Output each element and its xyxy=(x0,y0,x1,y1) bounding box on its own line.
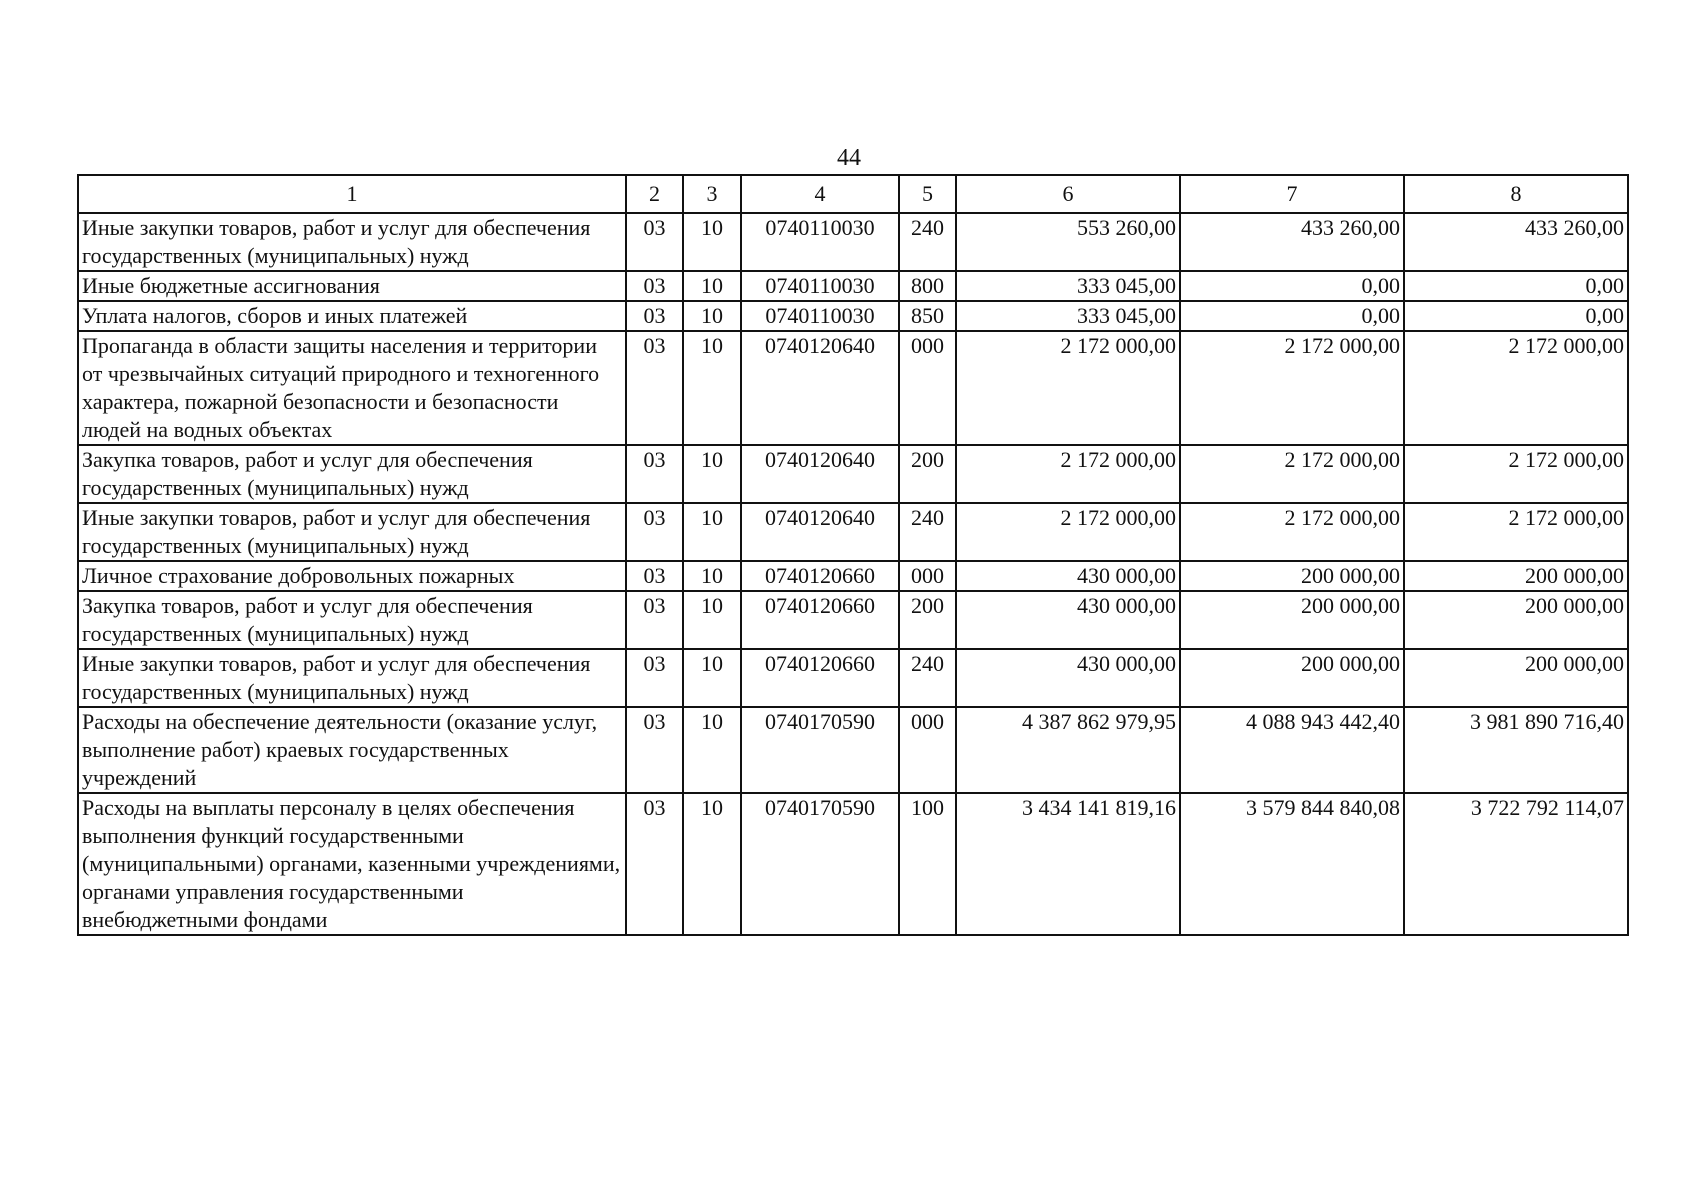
row-expense-type: 240 xyxy=(899,213,956,271)
row-expense-type: 000 xyxy=(899,331,956,445)
table-body xyxy=(78,213,1628,935)
row-expense-type: 850 xyxy=(899,301,956,331)
column-header-4: 4 xyxy=(741,175,899,213)
row-name: Иные закупки товаров, работ и услуг для обеспечения государственных (муниципальных) нужд xyxy=(78,649,626,707)
row-section: 03 xyxy=(626,271,683,301)
row-target-code: 0740120640 xyxy=(741,331,899,445)
column-header-3: 3 xyxy=(683,175,741,213)
row-amount-1: 333 045,00 xyxy=(956,301,1180,331)
row-expense-type: 200 xyxy=(899,591,956,649)
row-section: 03 xyxy=(626,445,683,503)
row-target-code: 0740120640 xyxy=(741,445,899,503)
table-row xyxy=(78,561,1628,591)
row-amount-1: 2 172 000,00 xyxy=(956,445,1180,503)
column-header-6: 6 xyxy=(956,175,1180,213)
row-amount-1: 430 000,00 xyxy=(956,591,1180,649)
row-amount-1: 553 260,00 xyxy=(956,213,1180,271)
column-header-7: 7 xyxy=(1180,175,1404,213)
row-expense-type: 200 xyxy=(899,445,956,503)
row-subsection: 10 xyxy=(683,649,741,707)
row-subsection: 10 xyxy=(683,445,741,503)
row-target-code: 0740120660 xyxy=(741,561,899,591)
table-row xyxy=(78,271,1628,301)
row-amount-2: 433 260,00 xyxy=(1180,213,1404,271)
row-amount-3: 0,00 xyxy=(1404,271,1628,301)
row-section: 03 xyxy=(626,503,683,561)
row-amount-2: 3 579 844 840,08 xyxy=(1180,793,1404,935)
table-row xyxy=(78,649,1628,707)
row-name: Иные бюджетные ассигнования xyxy=(78,271,626,301)
row-section: 03 xyxy=(626,591,683,649)
row-amount-3: 433 260,00 xyxy=(1404,213,1628,271)
table-row xyxy=(78,301,1628,331)
row-expense-type: 800 xyxy=(899,271,956,301)
row-name: Уплата налогов, сборов и иных платежей xyxy=(78,301,626,331)
row-amount-3: 0,00 xyxy=(1404,301,1628,331)
row-section: 03 xyxy=(626,213,683,271)
row-expense-type: 240 xyxy=(899,649,956,707)
row-target-code: 0740120640 xyxy=(741,503,899,561)
row-subsection: 10 xyxy=(683,793,741,935)
row-name: Пропаганда в области защиты населения и территории от чрезвычайных ситуаций природного и техногенного характера, пожарной безопасности и безопасности людей на водных объектах xyxy=(78,331,626,445)
column-header-1: 1 xyxy=(78,175,626,213)
row-name: Иные закупки товаров, работ и услуг для обеспечения государственных (муниципальных) нужд xyxy=(78,213,626,271)
row-amount-2: 2 172 000,00 xyxy=(1180,331,1404,445)
table-header xyxy=(78,175,1628,213)
row-subsection: 10 xyxy=(683,707,741,793)
row-section: 03 xyxy=(626,301,683,331)
row-amount-3: 2 172 000,00 xyxy=(1404,331,1628,445)
row-target-code: 0740170590 xyxy=(741,793,899,935)
row-target-code: 0740110030 xyxy=(741,213,899,271)
column-header-2: 2 xyxy=(626,175,683,213)
row-expense-type: 100 xyxy=(899,793,956,935)
row-amount-3: 2 172 000,00 xyxy=(1404,503,1628,561)
row-amount-2: 4 088 943 442,40 xyxy=(1180,707,1404,793)
column-header-8: 8 xyxy=(1404,175,1628,213)
row-amount-1: 333 045,00 xyxy=(956,271,1180,301)
table-row xyxy=(78,445,1628,503)
row-amount-1: 430 000,00 xyxy=(956,561,1180,591)
row-expense-type: 000 xyxy=(899,707,956,793)
row-section: 03 xyxy=(626,793,683,935)
row-name: Закупка товаров, работ и услуг для обеспечения государственных (муниципальных) нужд xyxy=(78,591,626,649)
row-subsection: 10 xyxy=(683,591,741,649)
column-header-5: 5 xyxy=(899,175,956,213)
row-section: 03 xyxy=(626,331,683,445)
table-row xyxy=(78,793,1628,935)
header-row xyxy=(78,175,1628,213)
row-subsection: 10 xyxy=(683,213,741,271)
row-name: Расходы на выплаты персоналу в целях обеспечения выполнения функций государственными (муниципальными) органами, казенными учреждениями, органами управления государственными внебюджетными фондами xyxy=(78,793,626,935)
row-amount-1: 430 000,00 xyxy=(956,649,1180,707)
row-amount-2: 200 000,00 xyxy=(1180,561,1404,591)
row-amount-3: 3 722 792 114,07 xyxy=(1404,793,1628,935)
row-subsection: 10 xyxy=(683,271,741,301)
table-row xyxy=(78,213,1628,271)
row-name: Иные закупки товаров, работ и услуг для обеспечения государственных (муниципальных) нужд xyxy=(78,503,626,561)
budget-table xyxy=(77,174,1629,936)
row-amount-1: 2 172 000,00 xyxy=(956,331,1180,445)
row-amount-3: 2 172 000,00 xyxy=(1404,445,1628,503)
row-name: Закупка товаров, работ и услуг для обеспечения государственных (муниципальных) нужд xyxy=(78,445,626,503)
row-amount-1: 3 434 141 819,16 xyxy=(956,793,1180,935)
row-target-code: 0740120660 xyxy=(741,649,899,707)
row-amount-3: 200 000,00 xyxy=(1404,591,1628,649)
row-expense-type: 240 xyxy=(899,503,956,561)
row-amount-2: 0,00 xyxy=(1180,271,1404,301)
row-subsection: 10 xyxy=(683,503,741,561)
row-amount-2: 200 000,00 xyxy=(1180,591,1404,649)
row-subsection: 10 xyxy=(683,301,741,331)
row-section: 03 xyxy=(626,561,683,591)
table-row xyxy=(78,503,1628,561)
row-amount-3: 200 000,00 xyxy=(1404,561,1628,591)
table-row xyxy=(78,591,1628,649)
row-subsection: 10 xyxy=(683,331,741,445)
row-amount-2: 0,00 xyxy=(1180,301,1404,331)
row-name: Личное страхование добровольных пожарных xyxy=(78,561,626,591)
row-target-code: 0740110030 xyxy=(741,301,899,331)
row-target-code: 0740170590 xyxy=(741,707,899,793)
row-amount-3: 200 000,00 xyxy=(1404,649,1628,707)
row-subsection: 10 xyxy=(683,561,741,591)
row-target-code: 0740120660 xyxy=(741,591,899,649)
row-amount-1: 2 172 000,00 xyxy=(956,503,1180,561)
row-expense-type: 000 xyxy=(899,561,956,591)
row-amount-1: 4 387 862 979,95 xyxy=(956,707,1180,793)
row-amount-2: 2 172 000,00 xyxy=(1180,503,1404,561)
table-row xyxy=(78,331,1628,445)
row-amount-2: 2 172 000,00 xyxy=(1180,445,1404,503)
row-amount-3: 3 981 890 716,40 xyxy=(1404,707,1628,793)
table-row xyxy=(78,707,1628,793)
row-section: 03 xyxy=(626,649,683,707)
row-amount-2: 200 000,00 xyxy=(1180,649,1404,707)
row-name: Расходы на обеспечение деятельности (оказание услуг, выполнение работ) краевых государственных учреждений xyxy=(78,707,626,793)
page-number: 44 xyxy=(837,145,861,171)
row-target-code: 0740110030 xyxy=(741,271,899,301)
row-section: 03 xyxy=(626,707,683,793)
